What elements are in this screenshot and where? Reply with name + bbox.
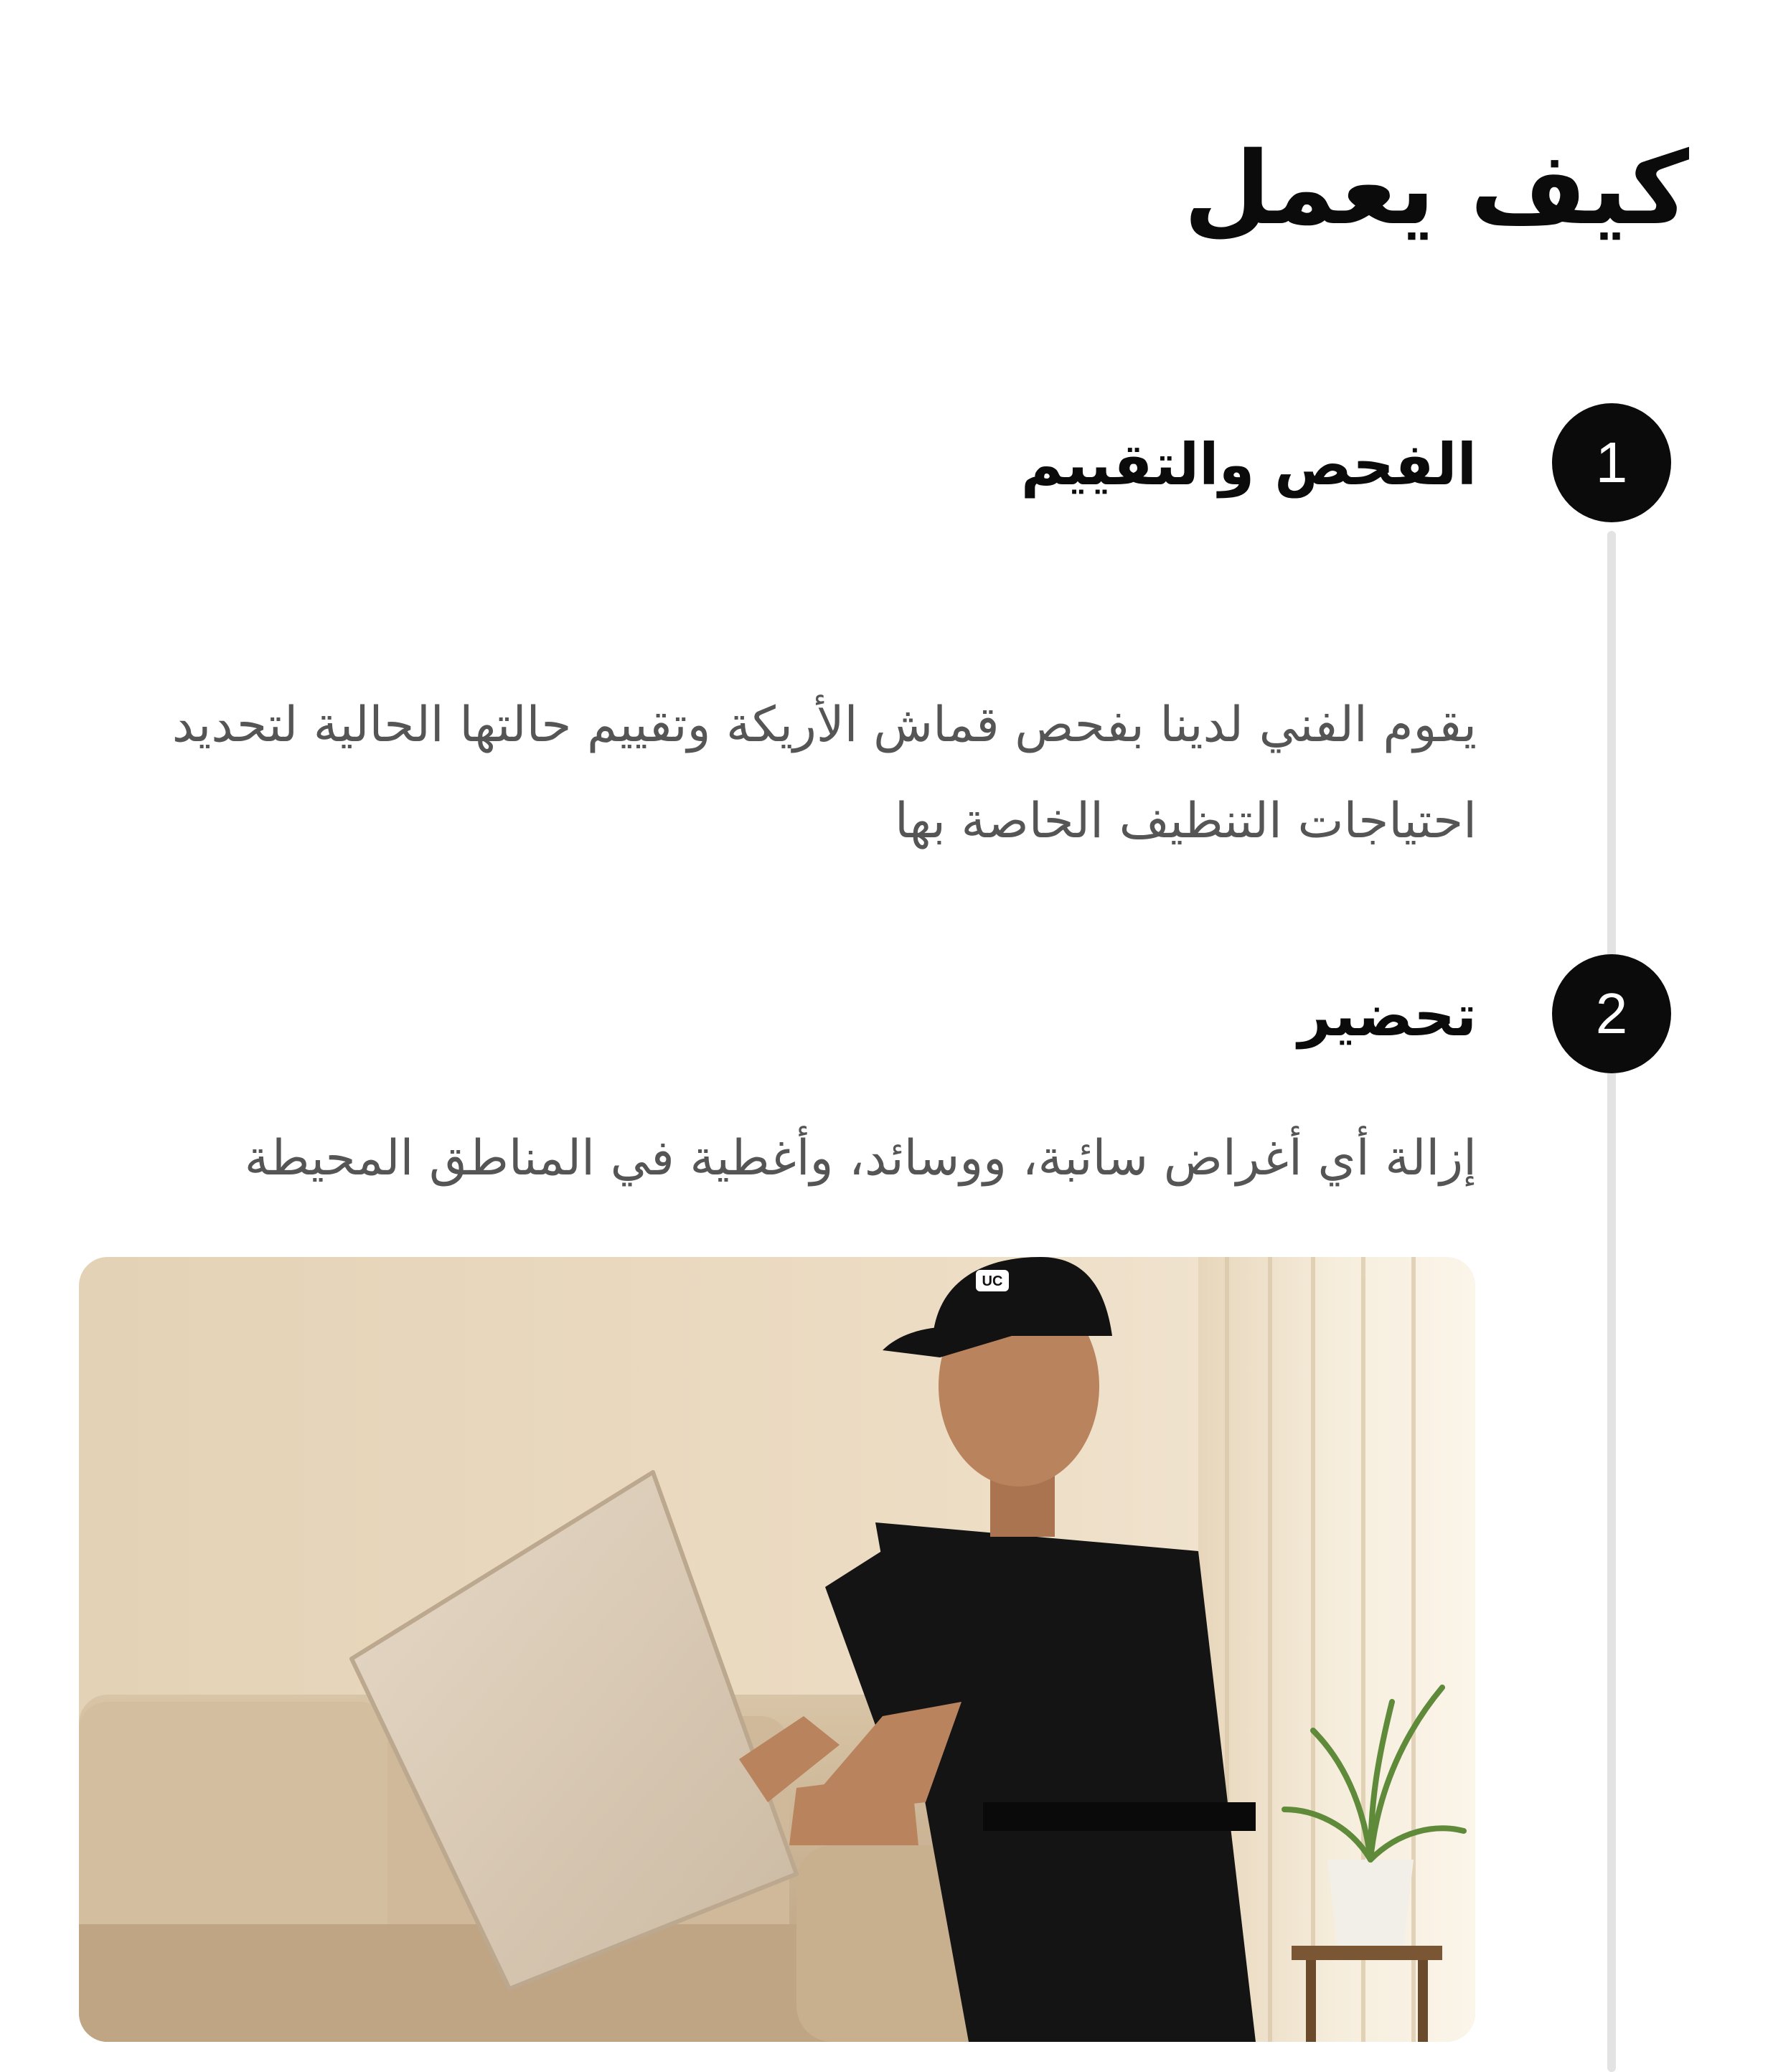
step-2-description: إزالة أي أغراض سائبة، ووسائد، وأغطية في المناطق المحيطة <box>244 1130 1477 1187</box>
timeline-line <box>1607 531 1616 2072</box>
page-title: كيف يعمل <box>1183 131 1689 248</box>
step-1-number-badge: 1 <box>1552 403 1671 522</box>
step-1-description: يقوم الفني لدينا بفحص قماش الأريكة وتقييم حالتها الحالية لتحديد احتياجات التنظيف الخاصة بها <box>171 697 1477 849</box>
step-1-title: الفحص والتقييم <box>1020 431 1477 498</box>
step-2-title: تحضير <box>1298 982 1477 1049</box>
cap-logo-text: UC <box>982 1273 1003 1289</box>
step-2-number-badge: 2 <box>1552 954 1671 1073</box>
step-2-photo-technician-preparing-sofa <box>79 1257 1475 2042</box>
